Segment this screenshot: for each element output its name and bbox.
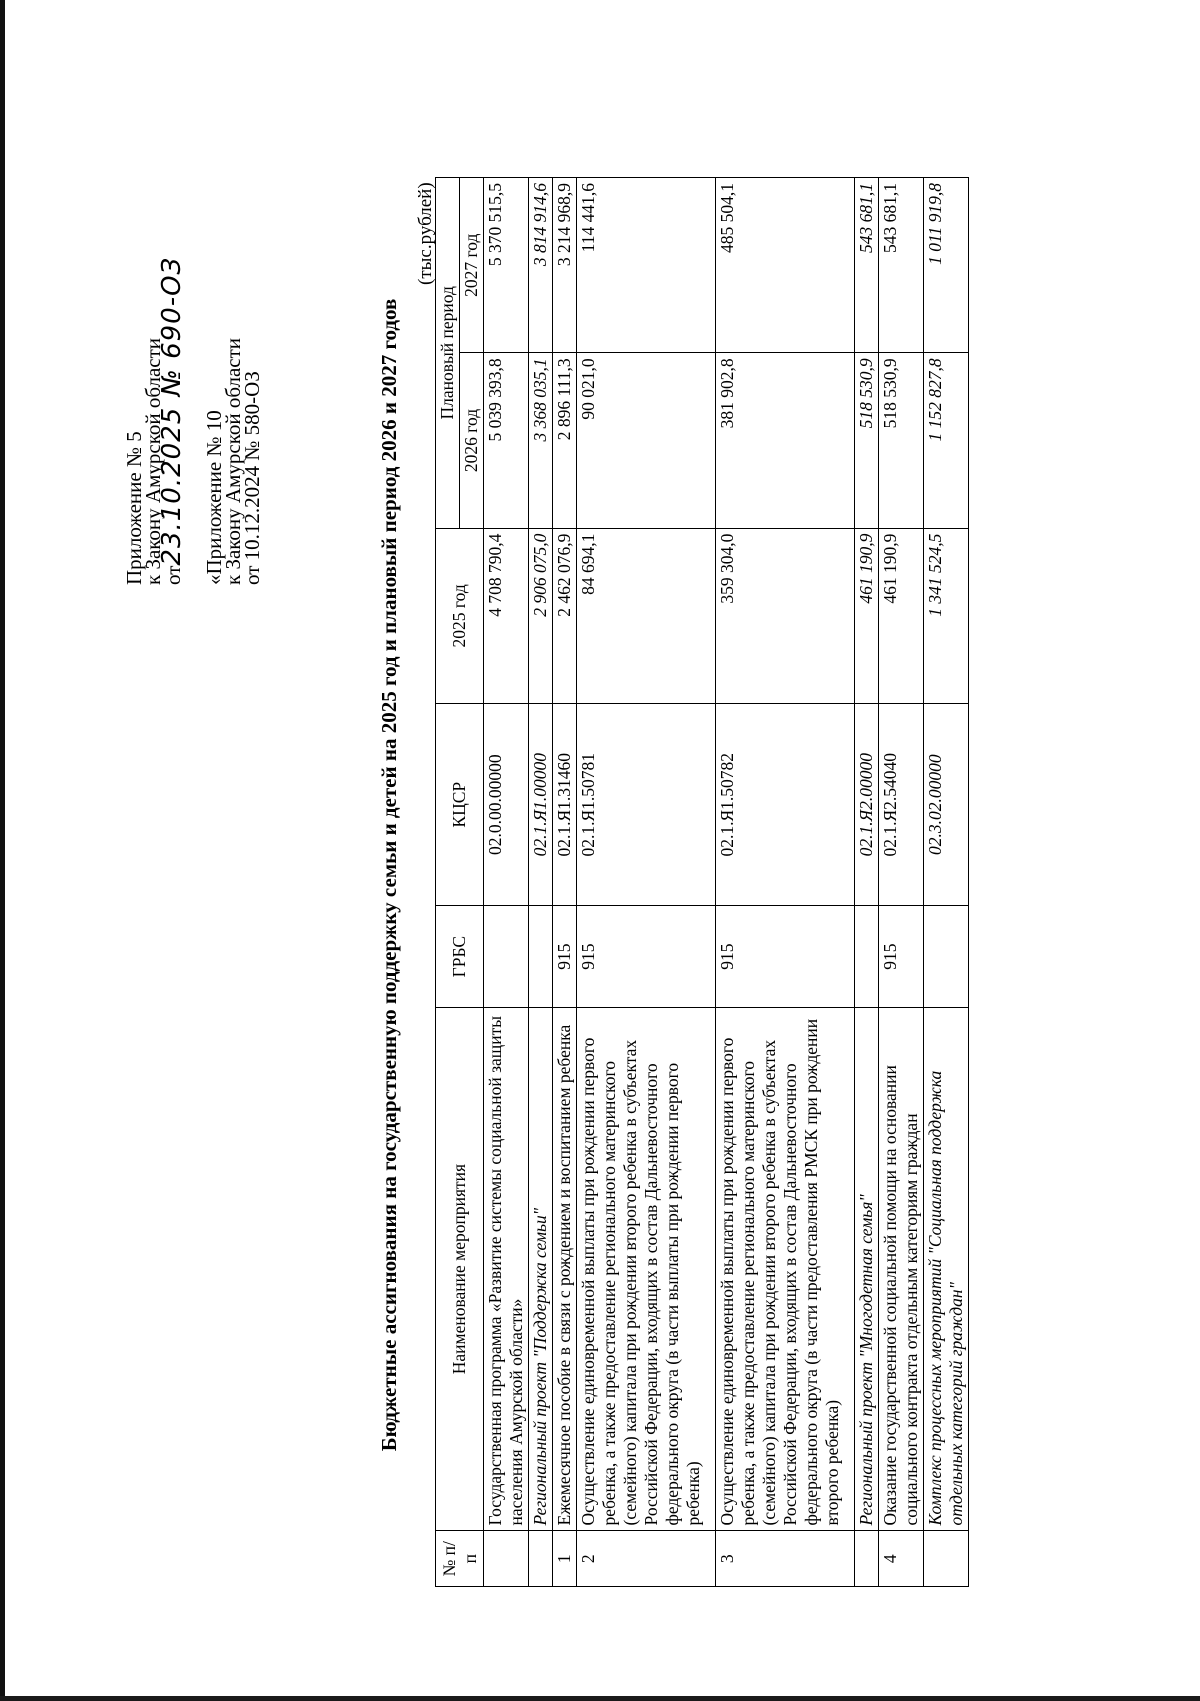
previous-law-reference: к Закону Амурской области	[221, 337, 245, 585]
row-kcsr: 02.1.Я1.50781	[577, 703, 716, 906]
row-2027: 114 441,6	[577, 178, 716, 353]
row-2025: 1 341 524,5	[924, 528, 969, 703]
appendix-header	[122, 105, 264, 585]
units-label: (тыс.рублей)	[415, 182, 436, 285]
row-kcsr: 02.1.Я2.00000	[855, 703, 879, 906]
row-2027: 543 681,1	[879, 178, 924, 353]
row-no	[924, 1531, 969, 1587]
row-2027: 543 681,1	[855, 178, 879, 353]
header-kcsr: КЦСР	[436, 703, 484, 906]
row-no: 4	[879, 1531, 924, 1587]
row-name: Осуществление единовременной выплаты при рождении первого ребенка, а также предоставление регионального материнского (семейного) капитала при рождении второго ребенка в субъектах Российской Федерации, входящих в состав Дальневосточного федерального округа (в части выплаты при рождении первого ребенка)	[577, 1007, 716, 1531]
handwritten-number: № 690-ОЗ	[157, 256, 187, 397]
header-2027: 2027 год	[460, 178, 484, 353]
row-2026: 1 152 827,8	[924, 353, 969, 528]
table-row	[553, 178, 577, 1587]
row-grbs: 915	[716, 906, 855, 1007]
table-row	[529, 178, 553, 1587]
row-grbs	[855, 906, 879, 1007]
row-name: Оказание государственной социальной помощи на основании социального контракта отдельным категориям граждан	[879, 1007, 924, 1531]
row-name: Государственная программа «Развитие системы социальной защиты населения Амурской области»	[484, 1007, 529, 1531]
row-no	[529, 1531, 553, 1587]
law-reference: к Закону Амурской области	[141, 337, 165, 585]
row-2027: 3 214 968,9	[553, 178, 577, 353]
row-2027: 485 504,1	[716, 178, 855, 353]
scan-edge-bottom	[0, 1696, 1200, 1701]
row-kcsr: 02.1.Я1.50782	[716, 703, 855, 906]
table-row	[716, 178, 855, 1587]
row-kcsr: 02.1.Я1.00000	[529, 703, 553, 906]
table-row	[577, 178, 716, 1587]
row-grbs: 915	[577, 906, 716, 1007]
row-kcsr: 02.3.02.00000	[924, 703, 969, 906]
table-row	[855, 178, 879, 1587]
date-prefix: от	[161, 565, 185, 585]
row-2025: 359 304,0	[716, 528, 855, 703]
handwritten-date: 23.10.2025	[157, 406, 187, 566]
row-grbs	[924, 906, 969, 1007]
row-2025: 84 694,1	[577, 528, 716, 703]
row-2026: 518 530,9	[879, 353, 924, 528]
row-grbs	[529, 906, 553, 1007]
row-2026: 3 368 035,1	[529, 353, 553, 528]
row-2025: 4 708 790,4	[484, 528, 529, 703]
row-2025: 461 190,9	[879, 528, 924, 703]
document-title: Бюджетные ассигнования на государственную поддержку семьи и детей на 2025 год и плановый период 2026 и 2027 годов	[377, 298, 401, 1452]
header-2026: 2026 год	[460, 353, 484, 528]
row-2025: 2 906 075,0	[529, 528, 553, 703]
header-no: № п/п	[436, 1531, 484, 1587]
table-row	[924, 178, 969, 1587]
appendix-number: Приложение № 5	[122, 431, 146, 585]
header-name: Наименование мероприятия	[436, 1007, 484, 1531]
row-2025: 2 462 076,9	[553, 528, 577, 703]
previous-law-date: от 10.12.2024 № 580-ОЗ	[240, 371, 264, 585]
row-no	[855, 1531, 879, 1587]
row-name: Региональный проект "Многодетная семья"	[855, 1007, 879, 1531]
row-kcsr: 02.0.00.00000	[484, 703, 529, 906]
row-grbs	[484, 906, 529, 1007]
row-grbs: 915	[553, 906, 577, 1007]
table-header-row	[436, 178, 460, 1587]
row-kcsr: 02.1.Я1.31460	[553, 703, 577, 906]
row-no	[484, 1531, 529, 1587]
row-no: 2	[577, 1531, 716, 1587]
row-2025: 461 190,9	[855, 528, 879, 703]
row-2027: 3 814 914,6	[529, 178, 553, 353]
row-2027: 5 370 515,5	[484, 178, 529, 353]
row-no: 3	[716, 1531, 855, 1587]
row-name: Ежемесячное пособие в связи с рождением и воспитанием ребенка	[553, 1007, 577, 1531]
row-2027: 1 011 919,8	[924, 178, 969, 353]
row-2026: 2 896 111,3	[553, 353, 577, 528]
header-2025: 2025 год	[436, 528, 484, 703]
rotated-page	[0, 15, 1185, 1655]
table-row	[484, 178, 529, 1587]
row-kcsr: 02.1.Я2.54040	[879, 703, 924, 906]
row-grbs: 915	[879, 906, 924, 1007]
table-row	[879, 178, 924, 1587]
previous-appendix: «Приложение № 10	[202, 410, 226, 585]
row-name: Комплекс процессных мероприятий "Социальная поддержка отдельных категорий граждан"	[924, 1007, 969, 1531]
row-2026: 5 039 393,8	[484, 353, 529, 528]
budget-table	[435, 177, 969, 1587]
row-2026: 381 902,8	[716, 353, 855, 528]
header-plan-period: Плановый период	[436, 178, 460, 529]
row-no: 1	[553, 1531, 577, 1587]
row-name: Осуществление единовременной выплаты при рождении первого ребенка, а также предоставление регионального материнского (семейного) капитала при рождении второго ребенка в субъектах Российской Федерации, входящих в состав Дальневосточного федерального округа (в части предоставления РМСК при рождении второго ребенка)	[716, 1007, 855, 1531]
row-2026: 518 530,9	[855, 353, 879, 528]
row-2026: 90 021,0	[577, 353, 716, 528]
law-date-line	[157, 105, 187, 585]
header-grbs: ГРБС	[436, 906, 484, 1007]
row-name: Региональный проект "Поддержка семьи"	[529, 1007, 553, 1531]
